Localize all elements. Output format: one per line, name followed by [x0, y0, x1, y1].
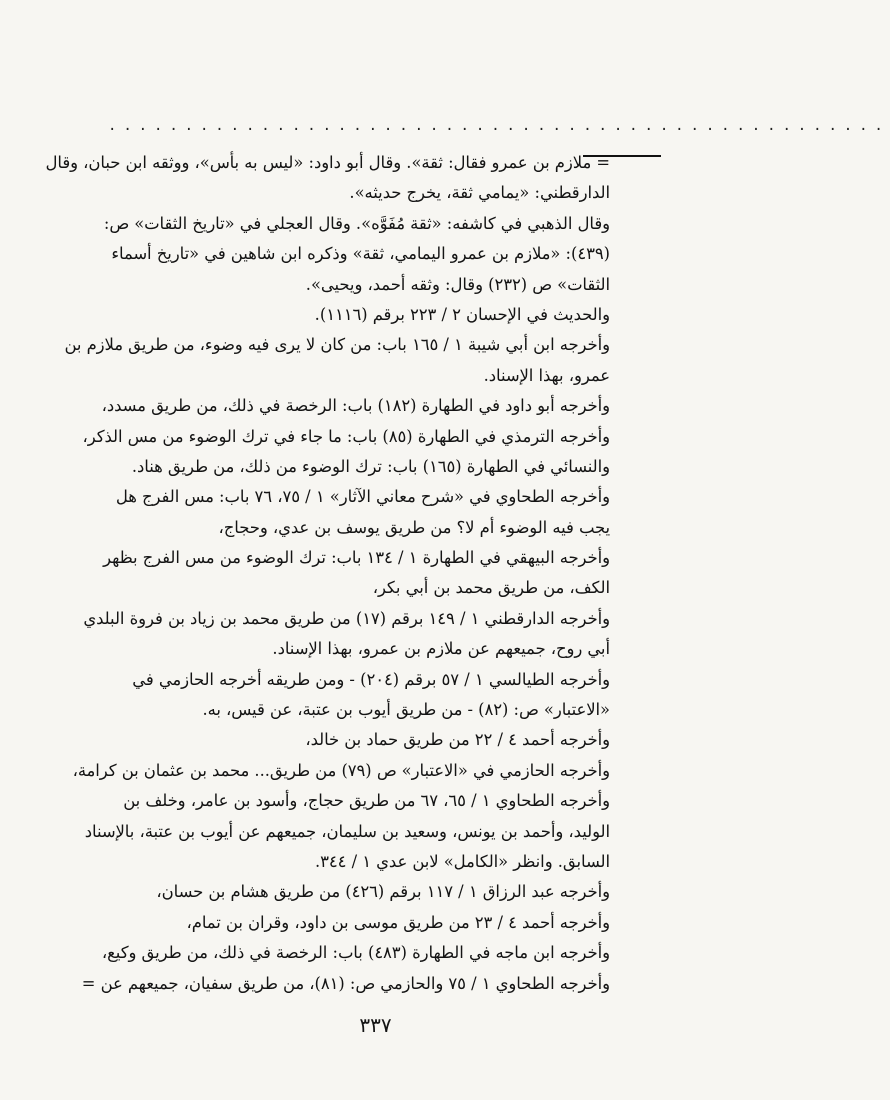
text-line: وأخرجه البيهقي في الطهارة ١ / ١٣٤ باب: ترك الوضوء من مس الفرج بظهر: [103, 548, 610, 568]
text-line: وأخرجه الطحاوي في «شرح معاني الآثار» ١ / ٧٥، ٧٦ باب: مس الفرج هل: [115, 487, 610, 507]
text-line: وأخرجه الطحاوي ١ / ٦٥، ٦٧ من طريق حجاج، وأسود بن عامر، وخلف بن: [123, 791, 610, 811]
text-line: الوليد، وأحمد بن يونس، وسعيد بن سليمان، جميعهم عن أيوب بن عتبة، بالإسناد: [84, 821, 610, 841]
text-line: وأخرجه أبو داود في الطهارة (١٨٢) باب: الرخصة في ذلك، من طريق مسدد،: [101, 396, 610, 416]
text-line: وأخرجه أحمد ٤ / ٢٣ من طريق موسى بن داود، وقران بن تمام،: [186, 912, 610, 932]
text-line: وأخرجه أحمد ٤ / ٢٢ من طريق حماد بن خالد،: [305, 730, 610, 750]
text-line: السابق. وانظر «الكامل» لابن عدي ١ / ٣٤٤.: [314, 851, 610, 871]
dotted-separator: ...................................................: [108, 118, 890, 134]
text-line: = ملازم بن عمرو فقال: ثقة». وقال أبو داود: «ليس به بأس»، ووثقه ابن حبان، وقال: [45, 153, 610, 172]
text-line: أبي روح، جميعهم عن ملازم بن عمرو، بهذا الإسناد.: [272, 639, 610, 659]
text-line: وأخرجه ابن ماجه في الطهارة (٤٨٣) باب: الرخصة في ذلك، من طريق وكيع،: [101, 943, 610, 963]
text-line: وأخرجه الطحاوي ١ / ٧٥ والحازمي ص: (٨١)، من طريق سفيان، جميعهم عن =: [81, 973, 610, 993]
text-line: وأخرجه الحازمي في «الاعتبار» ص (٧٩) من طريق... محمد بن عثمان بن كرامة،: [72, 760, 610, 780]
text-line: (٤٣٩): «ملازم بن عمرو اليمامي، ثقة» وذكره ابن شاهين في «تاريخ أسماء: [111, 244, 610, 264]
text-line: يجب فيه الوضوء أم لا؟ من طريق يوسف بن عدي، وحجاج،: [218, 517, 610, 537]
text-line: وأخرجه الطيالسي ١ / ٥٧ برقم (٢٠٤) - ومن طريقه أخرجه الحازمي في: [132, 669, 610, 689]
text-line: الكف، من طريق محمد بن أبي بكر،: [372, 578, 610, 598]
page-number: ٣٣٧: [359, 1013, 392, 1037]
text-line: وأخرجه الدارقطني ١ / ١٤٩ برقم (١٧) من طريق محمد بن زياد بن فروة البلدي: [83, 608, 610, 628]
footnote-text: [45, 148, 610, 999]
text-line: الثقات» ص (٢٣٢) وقال: وثقه أحمد، ويحيى».: [305, 274, 610, 294]
text-line: وأخرجه الترمذي في الطهارة (٨٥) باب: ما جاء في ترك الوضوء من مس الذكر،: [82, 426, 610, 446]
text-line: والنسائي في الطهارة (١٦٥) باب: ترك الوضوء من ذلك، من طريق هناد.: [131, 456, 610, 476]
text-line: وأخرجه عبد الرزاق ١ / ١١٧ برقم (٤٢٦) من طريق هشام بن حسان،: [156, 882, 610, 902]
text-line: والحديث في الإحسان ٢ / ٢٢٣ برقم (١١١٦).: [314, 304, 610, 324]
text-line: وقال الذهبي في كاشفه: «ثقة مُفَوَّه». وقال العجلي في «تاريخ الثقات» ص:: [103, 213, 610, 233]
text-line: وأخرجه ابن أبي شيبة ١ / ١٦٥ باب: من كان لا يرى فيه وضوء، من طريق ملازم بن: [64, 335, 610, 355]
text-line: عمرو، بهذا الإسناد.: [483, 365, 610, 385]
text-line: الدارقطني: «يمامي ثقة، يخرج حديثه».: [349, 183, 610, 203]
text-line: «الاعتبار» ص: (٨٢) - من طريق أيوب بن عتبة، عن قيس، به.: [202, 700, 610, 720]
